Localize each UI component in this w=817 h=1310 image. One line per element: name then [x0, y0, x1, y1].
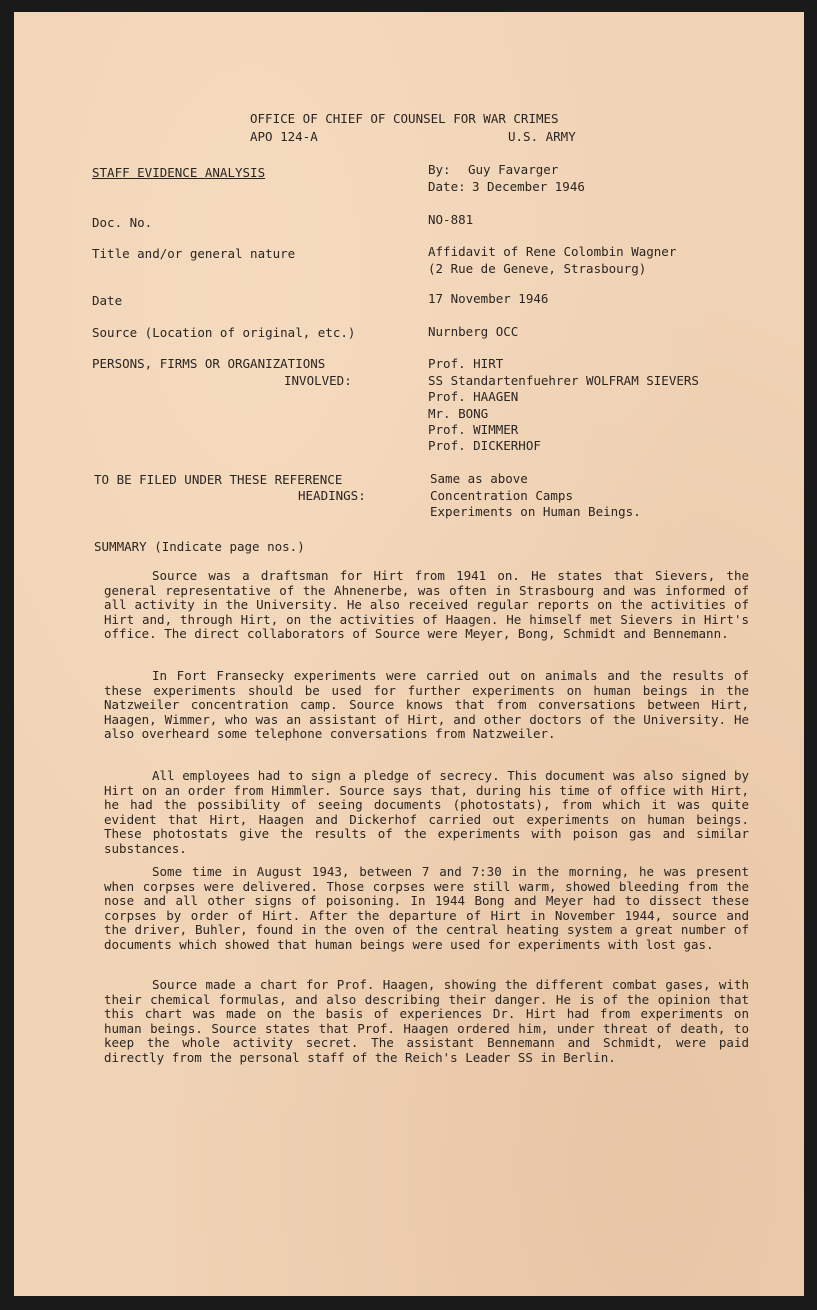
title-label: Title and/or general nature [92, 246, 296, 261]
summary-paragraph-2: In Fort Fransecky experiments were carried out on animals and the results of these experiments should be used for further experiments on human beings in the Natzweiler concentration camp. Source knows that from conversations between Hirt, Haagen, Wimmer, who was an assistant of Hirt, and other doctors of the University. He also overheard some telephone conversations from Natzweiler. [104, 668, 749, 742]
person-item: SS Standartenfuehrer WOLFRAM SIEVERS [428, 373, 699, 388]
summary-paragraph-5: Source made a chart for Prof. Haagen, showing the different combat gases, with their chemical formulas, and also describing their danger. He is of the opinion that this chart was made on the basis of experiences Dr. Hirt had from experiments on human beings. Source states that Prof. Haagen ordered him, under threat of death, to keep the whole activity secret. The assistant Bennemann and Schmidt, were paid directly from the personal staff of the Reich's Leader SS in Berlin. [104, 977, 749, 1065]
analysis-date-label: Date: [428, 179, 466, 194]
by-value: Guy Favarger [468, 162, 559, 177]
date-label: Date [92, 293, 123, 308]
persons-label-involved: INVOLVED: [284, 373, 352, 388]
person-item: Mr. BONG [428, 406, 489, 421]
title-value-line-1: Affidavit of Rene Colombin Wagner [428, 244, 677, 259]
analysis-title: STAFF EVIDENCE ANALYSIS [92, 165, 266, 180]
filed-under-label: TO BE FILED UNDER THESE REFERENCE [94, 472, 343, 487]
heading-item: Same as above [430, 471, 528, 486]
date-value: 17 November 1946 [428, 291, 549, 306]
apo-number: APO 124-A [250, 129, 318, 144]
document-page [14, 12, 804, 1296]
persons-label: PERSONS, FIRMS OR ORGANIZATIONS [92, 356, 326, 371]
analysis-date-value: 3 December 1946 [472, 179, 585, 194]
source-value: Nurnberg OCC [428, 324, 519, 339]
person-item: Prof. WIMMER [428, 422, 519, 437]
army-label: U.S. ARMY [508, 129, 576, 144]
person-item: Prof. DICKERHOF [428, 438, 541, 453]
summary-label: SUMMARY (Indicate page nos.) [94, 539, 305, 554]
person-item: Prof. HAAGEN [428, 389, 519, 404]
summary-paragraph-4: Some time in August 1943, between 7 and 7:30 in the morning, he was present when corpses were delivered. Those corpses were still warm, showed bleeding from the nose and all other signs of poisoning. In 1944 Bong and Meyer had to dissect these corpses by order of Hirt. After the departure of Hirt in November 1944, source and the driver, Buhler, found in the oven of the central heating system a great number of documents which showed that human beings were used for experiments with lost gas. [104, 864, 749, 952]
heading-item: Experiments on Human Beings. [430, 504, 641, 519]
doc-no-label: Doc. No. [92, 215, 153, 230]
doc-no-value: NO-881 [428, 212, 474, 227]
summary-paragraph-3: All employees had to sign a pledge of secrecy. This document was also signed by Hirt on an order from Himmler. Source says that, during his time of office with Hirt, he had the possibility of seeing documents (photostats), from which it was quite evident that Hirt, Haagen and Dickerhof carried out experiments on human beings. These photostats give the results of the experiments with poison gas and similar substances. [104, 768, 749, 856]
summary-paragraph-1: Source was a draftsman for Hirt from 1941 on. He states that Sievers, the general representative of the Ahnenerbe, was often in Strasbourg and was informed of all activity in the University. He also received regular reports on the activities of Hirt and, through Hirt, on the activities of Haagen. He himself met Sievers in Hirt's office. The direct collaborators of Source were Meyer, Bong, Schmidt and Bennemann. [104, 568, 749, 642]
source-label: Source (Location of original, etc.) [92, 325, 356, 340]
filed-under-headings-label: HEADINGS: [298, 488, 366, 503]
person-item: Prof. HIRT [428, 356, 504, 371]
title-value-line-2: (2 Rue de Geneve, Strasbourg) [428, 261, 647, 276]
heading-item: Concentration Camps [430, 488, 573, 503]
by-label: By: [428, 162, 451, 177]
office-heading: OFFICE OF CHIEF OF COUNSEL FOR WAR CRIMES [250, 111, 559, 126]
